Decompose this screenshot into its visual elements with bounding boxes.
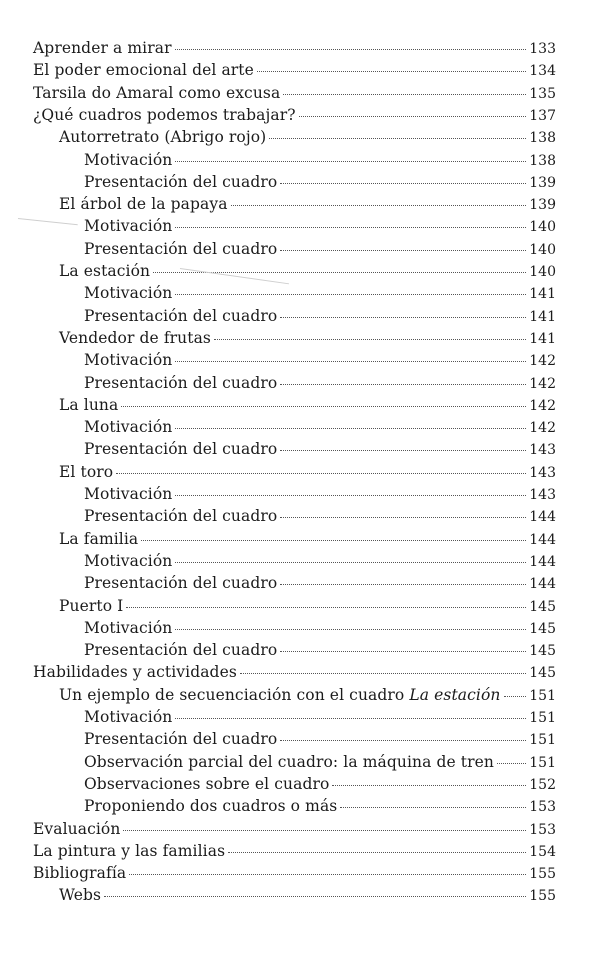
toc-entry-title xyxy=(84,751,494,773)
toc-entry-title-text: Evaluación xyxy=(33,819,121,838)
toc-page-number: 140 xyxy=(529,241,556,258)
toc-entry-title xyxy=(59,595,123,617)
toc-entry-title xyxy=(33,104,296,126)
toc-entry-title xyxy=(59,327,211,349)
toc-entry-title-text: Presentación del cuadro xyxy=(84,641,278,660)
toc-page-number: 143 xyxy=(529,442,556,459)
toc-dot-leader xyxy=(280,450,526,451)
toc-page-number: 141 xyxy=(529,308,556,325)
toc-dot-leader xyxy=(121,406,526,407)
toc-entry[interactable] xyxy=(33,82,556,104)
toc-entry-title-text: Motivación xyxy=(84,418,173,437)
toc-entry-title-text: Motivación xyxy=(84,284,173,303)
toc-entry-title-text: Presentación del cuadro xyxy=(84,440,278,459)
toc-dot-leader xyxy=(175,718,526,719)
toc-entry-title-text: Presentación del cuadro xyxy=(84,574,278,593)
toc-entry-title xyxy=(84,372,277,394)
toc-entry[interactable] xyxy=(84,171,556,193)
toc-page-number: 139 xyxy=(529,197,556,214)
toc-entry-title-text: Motivación xyxy=(84,351,173,370)
toc-dot-leader xyxy=(280,384,526,385)
toc-entry-title-text: Motivación xyxy=(84,618,173,637)
toc-entry-title xyxy=(84,572,277,594)
toc-entry[interactable] xyxy=(59,528,556,550)
toc-entry[interactable] xyxy=(59,327,556,349)
toc-entry-title-text: Presentación del cuadro xyxy=(84,730,278,749)
toc-page-number: 143 xyxy=(529,464,556,481)
toc-entry-title xyxy=(84,416,172,438)
toc-page-number: 133 xyxy=(529,41,556,57)
toc-page-number: 151 xyxy=(529,710,556,726)
toc-entry[interactable] xyxy=(84,372,556,394)
toc-entry-title-text: Proponiendo dos cuadros o más xyxy=(84,797,338,816)
toc-entry[interactable] xyxy=(84,416,556,438)
toc-entry[interactable] xyxy=(84,550,556,572)
toc-entry[interactable] xyxy=(84,639,556,661)
toc-entry-title xyxy=(84,795,337,817)
toc-page-number: 144 xyxy=(529,553,556,570)
toc-page-number: 142 xyxy=(529,420,556,437)
toc-dot-leader xyxy=(175,227,526,228)
toc-entry-title xyxy=(59,260,150,282)
toc-page-number: 138 xyxy=(529,152,556,169)
toc-entry-title xyxy=(59,394,118,416)
toc-entry-title-italic: La estación xyxy=(409,685,501,704)
toc-entry-title-text: ¿Qué cuadros podemos trabajar? xyxy=(33,105,296,124)
toc-dot-leader xyxy=(175,629,526,630)
toc-entry-title-text: Motivación xyxy=(84,708,173,726)
toc-entry[interactable] xyxy=(84,572,556,594)
toc-page-number: 140 xyxy=(529,264,556,280)
toc-page-number: 155 xyxy=(529,888,556,905)
toc-entry-title xyxy=(84,305,277,327)
toc-entry-title-text: El toro xyxy=(59,462,114,481)
toc-entry[interactable] xyxy=(84,349,556,371)
toc-page-number: 134 xyxy=(529,63,556,80)
toc-entry-title-text: Motivación xyxy=(84,485,173,503)
toc-entry-title xyxy=(59,126,266,148)
toc-dot-leader xyxy=(116,473,526,474)
toc-page-number: 145 xyxy=(529,665,556,682)
toc-dot-leader xyxy=(280,740,526,741)
toc-entry-title xyxy=(84,238,277,260)
toc-entry-title xyxy=(84,706,172,728)
toc-dot-leader xyxy=(280,183,526,184)
toc-dot-leader xyxy=(280,651,526,652)
toc-entry[interactable] xyxy=(84,438,556,460)
toc-page-number: 135 xyxy=(529,85,556,102)
toc-entry-title-text: Autorretrato (Abrigo rojo) xyxy=(59,128,267,147)
toc-entry-title xyxy=(33,59,254,81)
toc-entry-title xyxy=(84,617,172,639)
toc-page-number: 144 xyxy=(529,509,556,526)
toc-entry-title-text: Vendedor de frutas xyxy=(59,328,211,347)
toc-entry[interactable] xyxy=(84,238,556,260)
toc-entry[interactable] xyxy=(59,684,556,706)
toc-entry[interactable] xyxy=(33,104,556,126)
toc-page-number: 141 xyxy=(529,330,556,347)
toc-page-number: 144 xyxy=(529,576,556,593)
scan-artifact xyxy=(18,218,78,225)
toc-entry-title xyxy=(84,483,172,505)
toc-dot-leader xyxy=(280,584,526,585)
toc-entry-title-text: Tarsila do Amaral como excusa xyxy=(33,83,281,102)
toc-dot-leader xyxy=(175,428,526,429)
toc-entry[interactable] xyxy=(84,282,556,304)
toc-entry-title-text: Habilidades y actividades xyxy=(33,663,237,682)
toc-dot-leader xyxy=(129,874,526,875)
toc-entry[interactable] xyxy=(33,37,556,59)
toc-dot-leader xyxy=(214,339,526,340)
toc-entry[interactable] xyxy=(84,505,556,527)
toc-entry[interactable] xyxy=(84,617,556,639)
toc-page-number: 142 xyxy=(529,353,556,370)
toc-entry-title xyxy=(84,171,277,193)
toc-entry[interactable] xyxy=(33,818,556,840)
toc-dot-leader xyxy=(269,138,526,139)
toc-entry-title xyxy=(59,884,101,906)
toc-page-number: 145 xyxy=(529,620,556,637)
toc-entry-title xyxy=(59,528,138,550)
toc-page-number: 143 xyxy=(529,487,556,503)
toc-page-number: 140 xyxy=(529,219,556,236)
toc-page-number: 145 xyxy=(529,643,556,660)
toc-entry[interactable] xyxy=(33,661,556,683)
toc-entry-title-text: Bibliografía xyxy=(33,864,127,883)
toc-dot-leader xyxy=(175,294,526,295)
toc-page-number: 142 xyxy=(529,397,556,414)
toc-entry-title-text: Presentación del cuadro xyxy=(84,507,278,526)
toc-dot-leader xyxy=(175,361,526,362)
toc-page-number: 151 xyxy=(529,754,556,771)
toc-entry[interactable] xyxy=(59,884,556,906)
toc-entry-title xyxy=(33,818,120,840)
toc-entry-title-text: La pintura y las familias xyxy=(33,841,226,860)
toc-entry-title xyxy=(33,661,237,683)
toc-entry-title xyxy=(84,728,277,750)
toc-page-number: 138 xyxy=(529,130,556,147)
toc-entry-title-text: Motivación xyxy=(84,150,173,169)
toc-entry-title xyxy=(59,684,501,706)
toc-entry-title xyxy=(84,550,172,572)
toc-dot-leader xyxy=(175,562,526,563)
toc-dot-leader xyxy=(175,161,526,162)
toc-page-number: 155 xyxy=(529,866,556,883)
toc-entry-title-text: Presentación del cuadro xyxy=(84,306,278,325)
toc-entry-title-text: Presentación del cuadro xyxy=(84,172,278,191)
toc-page-number: 152 xyxy=(529,776,556,793)
toc-dot-leader xyxy=(240,673,526,674)
toc-entry-title-text: Observación parcial del cuadro: la máquina de tren xyxy=(84,752,494,771)
toc-page-number: 145 xyxy=(529,598,556,615)
toc-page-number: 154 xyxy=(529,843,556,860)
toc-dot-leader xyxy=(280,517,526,518)
toc-page-number: 153 xyxy=(529,821,556,838)
toc-entry[interactable] xyxy=(84,215,556,237)
toc-dot-leader xyxy=(332,785,526,786)
toc-entry-title-text: Presentación del cuadro xyxy=(84,239,278,258)
toc-entry-title-text: El árbol de la papaya xyxy=(59,195,228,214)
toc-entry-title xyxy=(84,282,172,304)
toc-entry-title xyxy=(84,773,329,795)
toc-entry-title-text: La luna xyxy=(59,395,119,414)
toc-dot-leader xyxy=(228,852,526,853)
toc-entry-title-text: Observaciones sobre el cuadro xyxy=(84,774,330,793)
toc-page-number: 139 xyxy=(529,174,556,191)
toc-page-number: 141 xyxy=(529,286,556,303)
toc-dot-leader xyxy=(283,94,526,95)
toc-entry-title-text: Motivación xyxy=(84,551,173,570)
toc-entry-title-text: Un ejemplo de secuenciación con el cuadro xyxy=(59,685,410,704)
toc-entry[interactable] xyxy=(59,595,556,617)
toc-entry-title-text: Presentación del cuadro xyxy=(84,373,278,392)
toc-entry-title xyxy=(84,349,172,371)
toc-entry[interactable] xyxy=(59,126,556,148)
toc-entry-title-text: La familia xyxy=(59,529,139,548)
toc-entry[interactable] xyxy=(59,394,556,416)
toc-entry-title-text: Puerto I xyxy=(59,596,124,615)
toc-page-number: 142 xyxy=(529,375,556,392)
toc-entry-title xyxy=(84,438,277,460)
toc-dot-leader xyxy=(175,49,527,50)
toc-entry[interactable] xyxy=(33,840,556,862)
toc-dot-leader xyxy=(104,896,526,897)
toc-dot-leader xyxy=(299,116,527,117)
toc-page-number: 137 xyxy=(529,107,556,124)
toc-entry[interactable] xyxy=(84,795,556,817)
toc-entry[interactable] xyxy=(84,751,556,773)
toc-entry-title-text: Webs xyxy=(59,886,102,905)
toc-entry[interactable] xyxy=(84,483,556,505)
toc-entry[interactable] xyxy=(59,193,556,215)
toc-entry-title xyxy=(84,149,172,171)
toc-entry-title xyxy=(59,461,113,483)
toc-dot-leader xyxy=(497,763,526,764)
toc-entry[interactable] xyxy=(84,773,556,795)
toc-entry-title-text: Aprender a mirar xyxy=(33,39,172,57)
toc-entry[interactable] xyxy=(84,706,556,728)
toc-page-number: 153 xyxy=(529,799,556,816)
toc-dot-leader xyxy=(126,607,526,608)
toc-dot-leader xyxy=(280,317,526,318)
toc-entry-title xyxy=(33,840,225,862)
toc-entry-title xyxy=(33,862,126,884)
toc-entry-title xyxy=(33,82,280,104)
toc-dot-leader xyxy=(175,495,526,496)
toc-entry[interactable] xyxy=(59,260,556,282)
toc-entry[interactable] xyxy=(33,862,556,884)
toc-entry-title xyxy=(84,505,277,527)
toc-dot-leader xyxy=(257,71,526,72)
toc-entry[interactable] xyxy=(59,461,556,483)
toc-dot-leader xyxy=(141,540,526,541)
toc-entry[interactable] xyxy=(33,59,556,81)
toc-entry[interactable] xyxy=(84,728,556,750)
toc-dot-leader xyxy=(340,807,526,808)
toc-dot-leader xyxy=(280,250,526,251)
toc-page-number: 151 xyxy=(529,687,556,704)
toc-entry[interactable] xyxy=(84,149,556,171)
toc-entry-title-text: Motivación xyxy=(84,217,173,236)
toc-dot-leader xyxy=(231,205,527,206)
toc-entry-title xyxy=(33,37,172,59)
toc-page-number: 144 xyxy=(529,531,556,548)
toc-entry-title-text: La estación xyxy=(59,262,151,280)
toc-entry-title xyxy=(84,215,172,237)
toc-dot-leader xyxy=(123,830,526,831)
toc-entry-title-text: El poder emocional del arte xyxy=(33,61,254,80)
toc-entry-title xyxy=(84,639,277,661)
toc-entry-title xyxy=(59,193,228,215)
toc-entry[interactable] xyxy=(84,305,556,327)
toc-dot-leader xyxy=(504,696,527,697)
toc-page-number: 151 xyxy=(529,732,556,749)
